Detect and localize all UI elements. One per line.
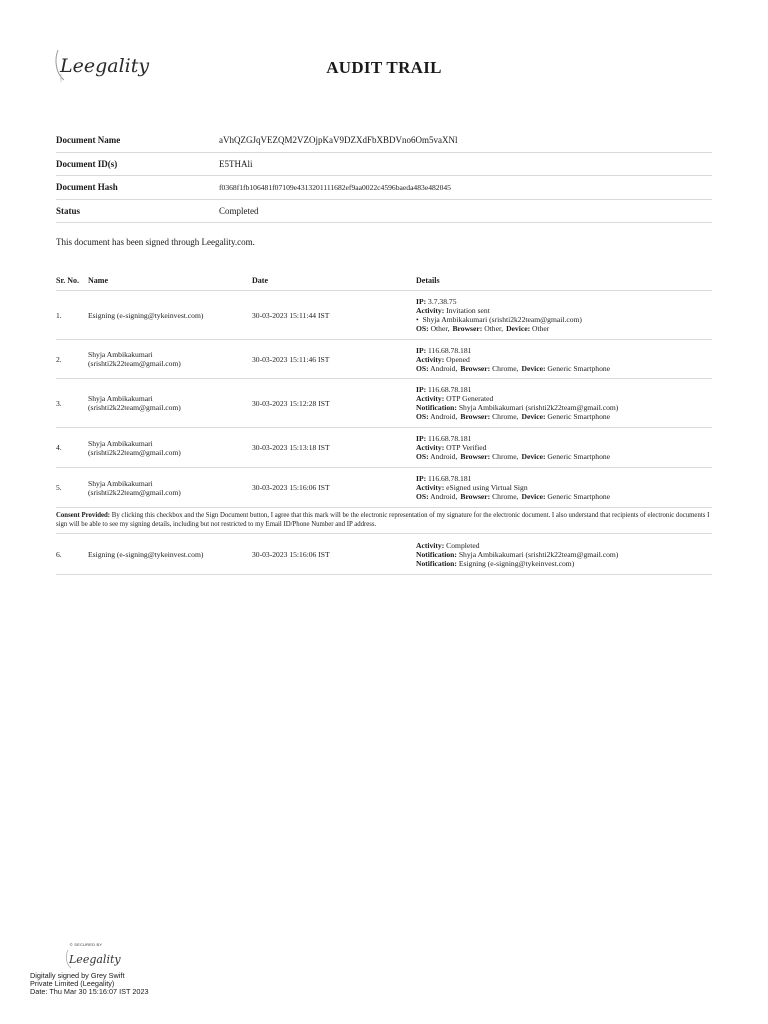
row-number: 1. bbox=[56, 291, 88, 340]
column-header-details: Details bbox=[416, 270, 712, 291]
row-name: Shyja Ambikakumari (srishti2k22team@gmail.com) bbox=[88, 340, 252, 379]
activity-value: OTP Verified bbox=[446, 443, 487, 452]
meta-row-document-name bbox=[56, 129, 712, 152]
browser-value: Chrome, bbox=[492, 363, 519, 373]
digital-signature-block bbox=[30, 972, 149, 996]
secured-by-seal bbox=[56, 942, 121, 972]
row-number: 2. bbox=[56, 340, 88, 379]
row-date: 30-03-2023 15:12:28 IST bbox=[252, 379, 416, 428]
os-value: Other, bbox=[430, 324, 450, 333]
table-row bbox=[56, 291, 712, 340]
browser-value: Chrome, bbox=[492, 492, 519, 501]
meta-value: aVhQZGJqVEZQM2VZOjpKaV9DZXdFbXBDVno6Om5vaXNl bbox=[219, 129, 712, 152]
table-row bbox=[56, 379, 712, 428]
ip-value: 116.68.78.181 bbox=[428, 385, 472, 394]
document-meta-table bbox=[56, 129, 712, 223]
column-header-sr-no: Sr. No. bbox=[56, 270, 88, 291]
browser-value: Other, bbox=[484, 324, 504, 333]
os-value: Android, bbox=[430, 492, 458, 501]
ip-value: 116.68.78.181 bbox=[428, 474, 472, 483]
activity-value: Completed bbox=[446, 540, 480, 550]
row-date: 30-03-2023 15:16:06 IST bbox=[252, 468, 416, 508]
meta-label: Document ID(s) bbox=[56, 152, 219, 176]
column-header-date: Date bbox=[252, 270, 416, 291]
seal-logo-icon bbox=[56, 947, 121, 971]
bullet-icon: • bbox=[416, 315, 419, 324]
meta-row-document-id bbox=[56, 152, 712, 176]
device-value: Generic Smartphone bbox=[547, 363, 611, 373]
table-header-row bbox=[56, 270, 712, 291]
logo-wordmark: Leegality bbox=[60, 55, 150, 77]
row-name: Shyja Ambikakumari (srishti2k22team@gmail.com) bbox=[88, 428, 252, 468]
row-details: IP: 116.68.78.181 Activity: eSigned using Virtual Sign OS: Android, Browser: Chrome, Device: Generic Smartphone bbox=[416, 468, 712, 508]
row-name: Shyja Ambikakumari (srishti2k22team@gmail.com) bbox=[88, 468, 252, 508]
meta-value: E5THAli bbox=[219, 152, 712, 176]
table-row bbox=[56, 534, 712, 575]
row-details: IP: 116.68.78.181 Activity: OTP Generated Notification: Shyja Ambikakumari (srishti2k22team@gmail.com) OS: Android, Browser: Chrome, Device: Generic Smartphone bbox=[416, 379, 712, 428]
row-number: 5. bbox=[56, 468, 88, 508]
os-value: Android, bbox=[430, 452, 458, 461]
activity-value: Invitation sent bbox=[446, 306, 490, 315]
signed-through-note: This document has been signed through Leegality.com. bbox=[56, 237, 255, 247]
row-details: IP: 116.68.78.181 Activity: OTP Verified OS: Android, Browser: Chrome, Device: Generic Smartphone bbox=[416, 428, 712, 468]
signature-line: Private Limited (Leegality) bbox=[30, 979, 115, 988]
meta-value: Completed bbox=[219, 199, 712, 223]
device-value: Other bbox=[532, 324, 550, 333]
meta-row-status bbox=[56, 199, 712, 223]
meta-label: Document Hash bbox=[56, 176, 219, 200]
browser-value: Chrome, bbox=[492, 452, 519, 461]
row-number: 6. bbox=[56, 534, 88, 575]
consent-row bbox=[56, 508, 712, 534]
column-header-name: Name bbox=[88, 270, 252, 291]
page-title: AUDIT TRAIL bbox=[326, 58, 442, 77]
row-details: IP: 116.68.78.181 Activity: Opened OS: Android, Browser: Chrome, Device: Generic Smartphone bbox=[416, 340, 712, 379]
ip-value: 116.68.78.181 bbox=[428, 434, 472, 443]
row-date: 30-03-2023 15:13:18 IST bbox=[252, 428, 416, 468]
meta-label: Document Name bbox=[56, 129, 219, 152]
row-number: 3. bbox=[56, 379, 88, 428]
row-details: IP: 3.7.38.75 Activity: Invitation sent • Shyja Ambikakumari (srishti2k22team@gmail.com) OS: Other, Browser: Other, Device: Other bbox=[416, 291, 712, 340]
notification-value: Shyja Ambikakumari (srishti2k22team@gmail.com) bbox=[458, 549, 619, 559]
device-value: Generic Smartphone bbox=[547, 492, 611, 501]
ip-value: 116.68.78.181 bbox=[428, 345, 472, 355]
table-row bbox=[56, 468, 712, 508]
svg-text:Leegality: Leegality bbox=[69, 953, 121, 966]
recipient-value: Shyja Ambikakumari (srishti2k22team@gmail.com) bbox=[422, 315, 582, 324]
os-value: Android, bbox=[430, 363, 458, 373]
table-row bbox=[56, 428, 712, 468]
consent-text: Consent Provided: By clicking this checkbox and the Sign Document button, I agree that this mark will be the electronic representation of my signature for the electronic document. I also understand that recipients of electronic documents I sign will be able to see my signing details, including but not restricted to my Email ID/Phone Number and IP address. bbox=[56, 508, 712, 534]
activity-value: Opened bbox=[446, 354, 470, 364]
activity-value: OTP Generated bbox=[446, 394, 494, 403]
meta-row-document-hash bbox=[56, 176, 712, 200]
row-name: Shyja Ambikakumari (srishti2k22team@gmail.com) bbox=[88, 379, 252, 428]
notification-value: Esigning (e-signing@tykeinvest.com) bbox=[458, 558, 575, 568]
audit-trail-table bbox=[56, 270, 712, 575]
table-row bbox=[56, 340, 712, 379]
meta-value: f0368f1fb106481f07109e4313201111682ef9aa0022c4596baeda483e482045 bbox=[219, 176, 712, 200]
signature-date: Date: Thu Mar 30 15:16:07 IST 2023 bbox=[30, 987, 149, 996]
row-name: Esigning (e-signing@tykeinvest.com) bbox=[88, 534, 252, 575]
device-value: Generic Smartphone bbox=[547, 452, 611, 461]
os-value: Android, bbox=[430, 412, 458, 421]
row-name: Esigning (e-signing@tykeinvest.com) bbox=[88, 291, 252, 340]
activity-value: eSigned using Virtual Sign bbox=[446, 483, 528, 492]
device-value: Generic Smartphone bbox=[547, 412, 611, 421]
ip-value: 3.7.38.75 bbox=[428, 297, 457, 306]
secured-by-label: © SECURED BY bbox=[69, 942, 103, 947]
browser-value: Chrome, bbox=[492, 412, 519, 421]
meta-label: Status bbox=[56, 199, 219, 223]
row-details: Activity: Completed Notification: Shyja Ambikakumari (srishti2k22team@gmail.com) Notification: Esigning (e-signing@tykeinvest.com) bbox=[416, 534, 712, 575]
row-number: 4. bbox=[56, 428, 88, 468]
row-date: 30-03-2023 15:11:46 IST bbox=[252, 340, 416, 379]
row-date: 30-03-2023 15:16:06 IST bbox=[252, 534, 416, 575]
row-date: 30-03-2023 15:11:44 IST bbox=[252, 291, 416, 340]
signature-line: Digitally signed by Grey Swift bbox=[30, 971, 125, 980]
notification-value: Shyja Ambikakumari (srishti2k22team@gmail.com) bbox=[458, 403, 619, 412]
